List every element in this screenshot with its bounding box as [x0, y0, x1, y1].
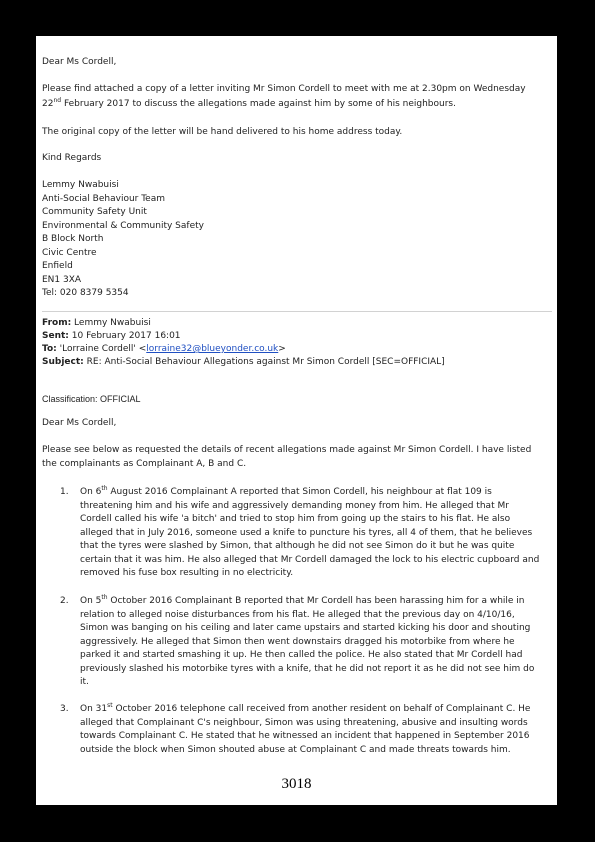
list-line: certain that it was him. He also alleged that Mr Cordell damaged the lock to his electric cupboard and: [80, 554, 540, 565]
from-row: From: Lemmy Nwabuisi: [42, 318, 151, 328]
page-number: 3018: [281, 776, 312, 792]
signature-line: Tel: 020 8379 5354: [42, 288, 129, 298]
paragraph-line: Please find attached a copy of a letter inviting Mr Simon Cordell to meet with me at 2.30pm on Wednesday: [42, 84, 526, 94]
list-number: 1.: [60, 487, 69, 497]
list-line: parked it and started smashing it up. He then called the police. He also stated that Mr Cordell had: [80, 650, 523, 660]
list-line: Cordell called his wife 'a bitch' and tried to stop him from going up the stairs to his flat. He also: [80, 514, 511, 524]
signature-line: Lemmy Nwabuisi: [42, 180, 119, 190]
list-line: it.: [80, 677, 89, 687]
list-line: removed his fuse box resulting in no electricity.: [80, 568, 294, 578]
to-row: To: 'Lorraine Cordell' <lorraine32@blueyonder.co.uk>: [42, 344, 286, 354]
closing: Kind Regards: [42, 153, 102, 163]
greeting: Dear Ms Cordell,: [42, 418, 117, 428]
list-line: relation to alleged noise disturbances from his flat. He alleged that the previous day on 4/10/16,: [80, 609, 515, 620]
list-number: 2.: [60, 596, 69, 606]
list-line: On 6th August 2016 Complainant A reported that Simon Cordell, his neighbour at flat 109 is: [80, 485, 492, 497]
email-link[interactable]: lorraine32@blueyonder.co.uk: [146, 344, 279, 354]
subject-row: Subject: RE: Anti-Social Behaviour Allegations against Mr Simon Cordell [SEC=OFFICIAL]: [42, 357, 445, 367]
list-line: alleged that in July 2016, someone used a knife to puncture his tyres, all 4 of them, that he believes: [80, 527, 533, 538]
signature-line: Anti-Social Behaviour Team: [42, 193, 165, 204]
signature-line: EN1 3XA: [42, 274, 82, 285]
paragraph-line: Please see below as requested the details of recent allegations made against Mr Simon Cordell. I have listed: [42, 445, 532, 455]
signature-line: Environmental & Community Safety: [42, 220, 204, 231]
signature-line: B Block North: [42, 234, 104, 244]
signature-line: Community Safety Unit: [42, 207, 147, 217]
list-line: aggressively. He alleged that Simon then went downstairs dragged his motorbike from where he: [80, 636, 515, 647]
list-number: 3.: [60, 704, 69, 714]
sent-row: Sent: 10 February 2017 16:01: [42, 331, 181, 341]
list-line: that the tyres were slashed by Simon, that although he did not see Simon do it but he was quite: [80, 541, 515, 551]
list-line: outside the block when Simon shouted abuse at Complainant C and made threats towards him.: [80, 744, 511, 755]
list-line: Simon was banging on his ceiling and later came upstairs and started kicking his door and shouting: [80, 623, 531, 633]
classification: Classification: OFFICIAL: [42, 394, 141, 404]
document-page: [36, 36, 557, 805]
list-line: previously slashed his motorbike tyres with a knife, that he did not report it as he did not see him do: [80, 663, 535, 674]
greeting: Dear Ms Cordell,: [42, 57, 117, 67]
list-line: threatening him and his wife and aggressively demanding money from him. He alleged that Mr: [80, 500, 509, 511]
list-line: alleged that Complainant C's neighbour, Simon was using threatening, abusive and insulting words: [80, 717, 528, 728]
list-line: On 31st October 2016 telephone call received from another resident on behalf of Complainant C. He: [80, 702, 531, 714]
signature-line: Civic Centre: [42, 247, 97, 258]
signature-line: Enfield: [42, 261, 73, 271]
paragraph-line: the complainants as Complainant A, B and C.: [42, 459, 247, 469]
list-line: towards Complainant C. He stated that he witnessed an incident that happened in September 2016: [80, 731, 530, 741]
paragraph-line: 22nd February 2017 to discuss the allegations made against him by some of his neighbours.: [42, 97, 456, 109]
separator: [42, 311, 552, 312]
list-line: On 5th October 2016 Complainant B reported that Mr Cordell has been harassing him for a while in: [80, 594, 525, 606]
paragraph-line: The original copy of the letter will be hand delivered to his home address today.: [42, 127, 403, 137]
